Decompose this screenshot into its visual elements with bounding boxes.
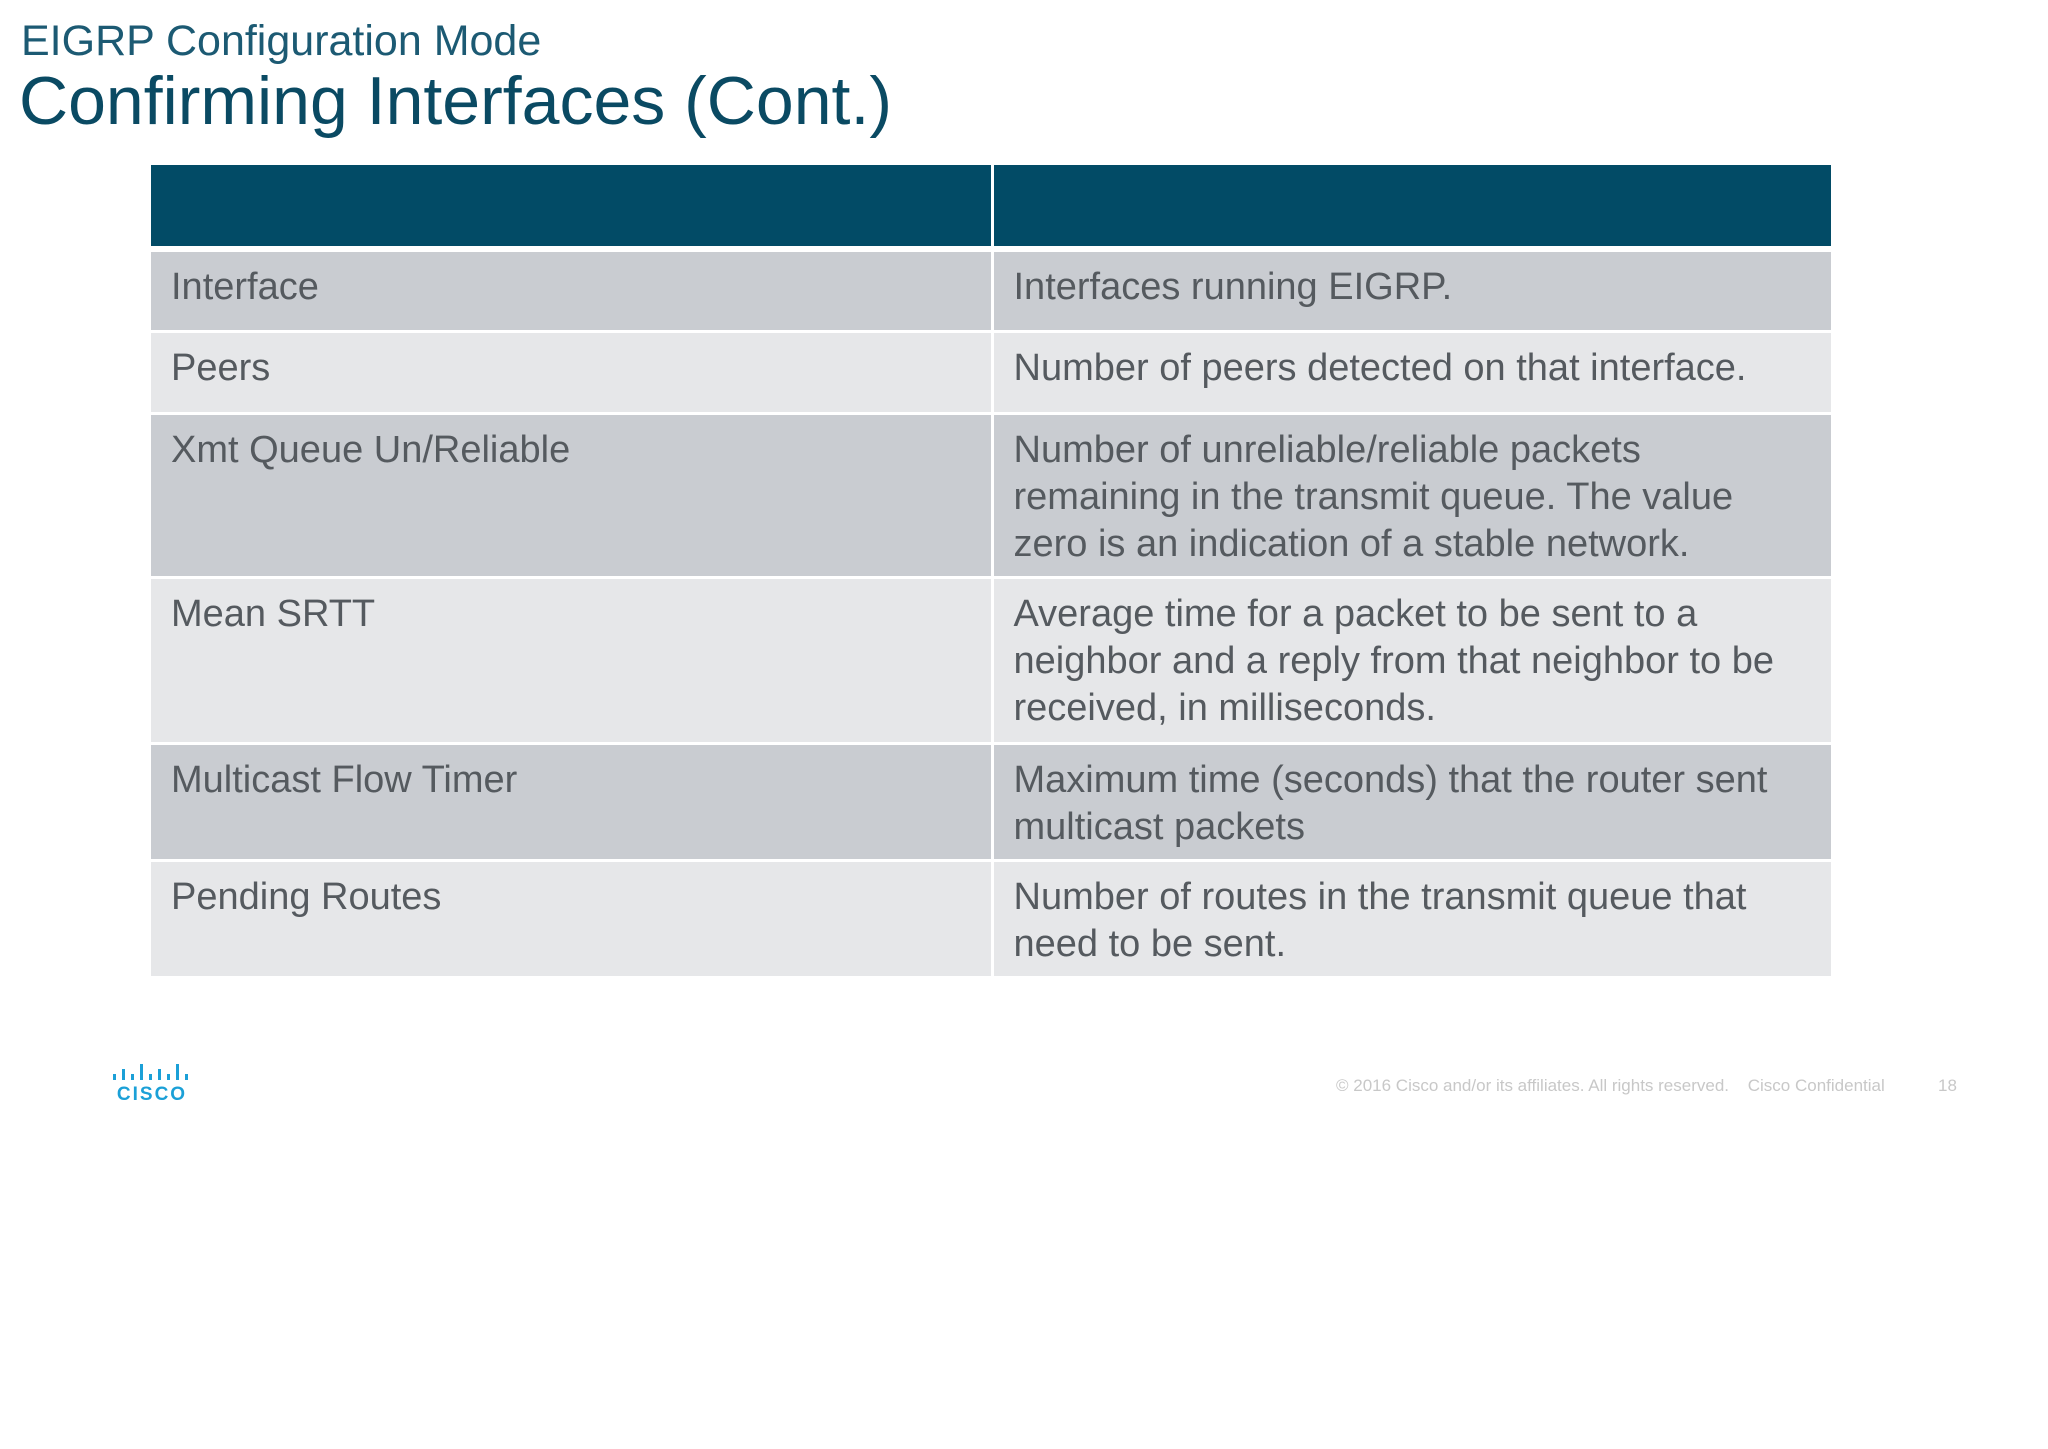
slide-subtitle: EIGRP Configuration Mode (21, 17, 542, 65)
field-cell: Multicast Flow Timer (151, 744, 992, 861)
cisco-logo-text: CISCO (116, 1084, 188, 1105)
table-row (151, 414, 1831, 578)
field-cell: Mean SRTT (151, 578, 992, 744)
header-cell-field (151, 165, 992, 249)
field-cell: Pending Routes (151, 861, 992, 978)
table-row (151, 249, 1831, 332)
description-cell: Maximum time (seconds) that the router sent multicast packets (992, 744, 1831, 861)
table-row (151, 744, 1831, 861)
field-cell: Interface (151, 249, 992, 332)
description-cell: Interfaces running EIGRP. (992, 249, 1831, 332)
cisco-logo-icon (112, 1062, 192, 1106)
interfaces-table (151, 165, 1831, 979)
table-row (151, 861, 1831, 978)
slide-title: Confirming Interfaces (Cont.) (19, 63, 892, 139)
description-cell: Number of unreliable/reliable packets remaining in the transmit queue. The value zero is an indication of a stable network. (992, 414, 1831, 578)
table-row (151, 578, 1831, 744)
confidential-text: Cisco Confidential (1747, 1076, 1885, 1095)
header-cell-description (992, 165, 1831, 249)
field-cell: Peers (151, 332, 992, 414)
cisco-logo-bars (112, 1062, 192, 1084)
page-number: 18 (1938, 1076, 1957, 1095)
footer-legal (1336, 1076, 1899, 1096)
description-cell: Number of peers detected on that interface. (992, 332, 1831, 414)
description-cell: Average time for a packet to be sent to a neighbor and a reply from that neighbor to be received, in milliseconds. (992, 578, 1831, 744)
table-row (151, 332, 1831, 414)
copyright-text: © 2016 Cisco and/or its affiliates. All rights reserved. (1336, 1076, 1730, 1095)
field-cell: Xmt Queue Un/Reliable (151, 414, 992, 578)
table-header-row (151, 165, 1831, 249)
description-cell: Number of routes in the transmit queue that need to be sent. (992, 861, 1831, 978)
